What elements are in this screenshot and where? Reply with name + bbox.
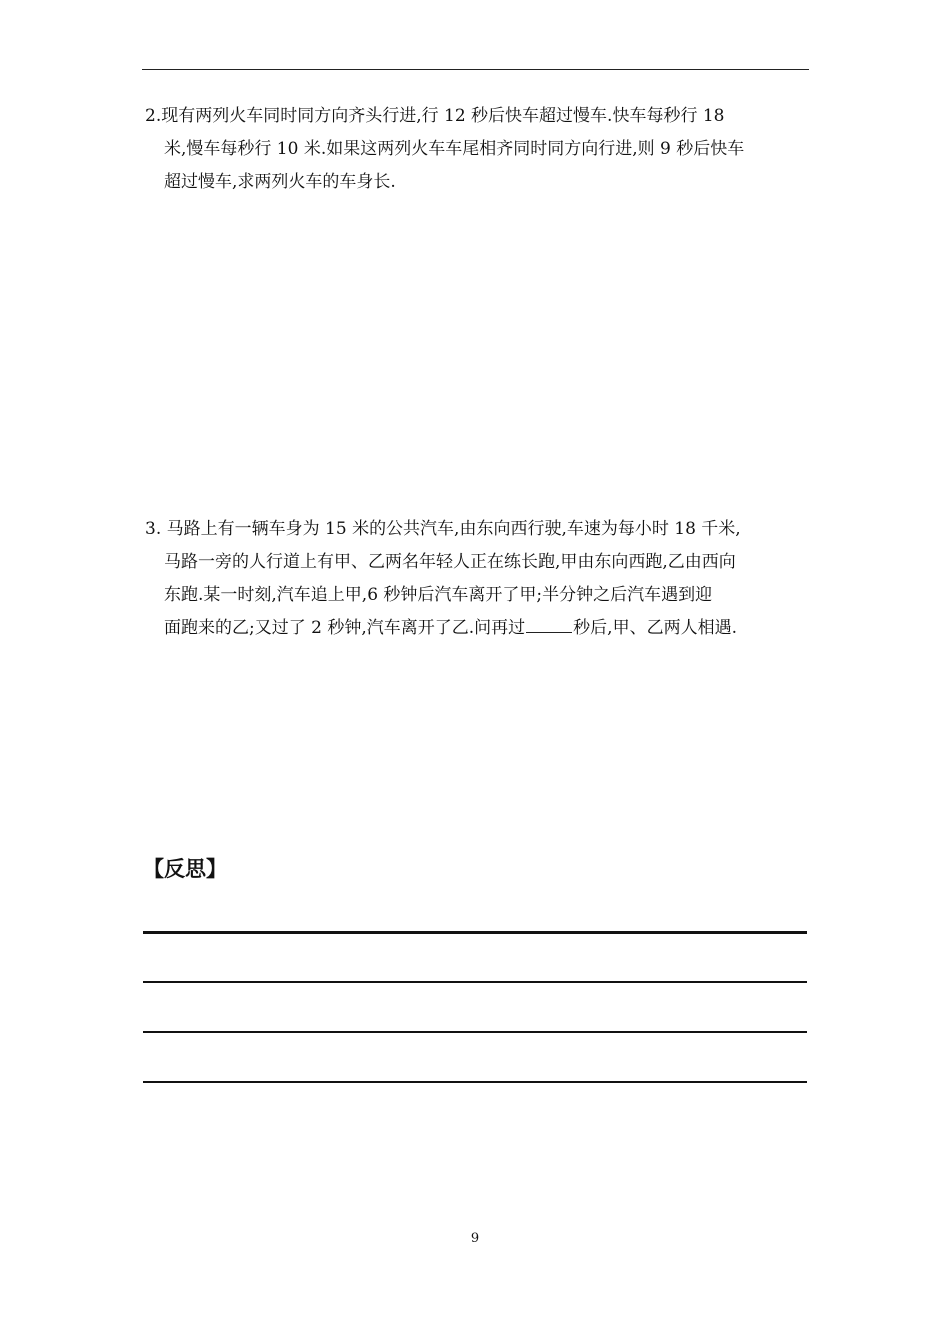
writing-line <box>143 1081 807 1083</box>
problem-3-line-2: 马路一旁的人行道上有甲、乙两名年轻人正在练长跑,甲由东向西跑,乙由西向 <box>164 552 736 572</box>
page-number: 9 <box>470 1231 480 1246</box>
problem-2-line-1: 2.现有两列火车同时同方向齐头行进,行 12 秒后快车超过慢车.快车每秒行 18 <box>145 106 725 126</box>
problem-3 <box>145 513 810 645</box>
writing-line <box>143 931 807 934</box>
problem-2-line-2: 米,慢车每秒行 10 米.如果这两列火车车尾相齐同时同方向行进,则 9 秒后快车 <box>164 139 745 159</box>
problem-3-line-1: 3. 马路上有一辆车身为 15 米的公共汽车,由东向西行驶,车速为每小时 18 千米, <box>145 519 741 539</box>
problem-3-line-4-start: 面跑来的乙;又过了 2 秒钟,汽车离开了乙.问再过 <box>164 618 526 638</box>
problem-2 <box>145 100 810 199</box>
problem-3-line-4-end: 秒后,甲、乙两人相遇. <box>573 618 737 638</box>
problem-3-line-3: 东跑.某一时刻,汽车追上甲,6 秒钟后汽车离开了甲;半分钟之后汽车遇到迎 <box>164 585 713 605</box>
writing-line <box>143 1031 807 1033</box>
writing-line <box>143 981 807 983</box>
reflection-title: 【反思】 <box>143 857 227 881</box>
problem-3-line-4 <box>145 612 810 645</box>
header-rule <box>142 69 809 70</box>
answer-blank[interactable] <box>526 614 572 633</box>
problem-2-line-3: 超过慢车,求两列火车的车身长. <box>164 172 396 192</box>
